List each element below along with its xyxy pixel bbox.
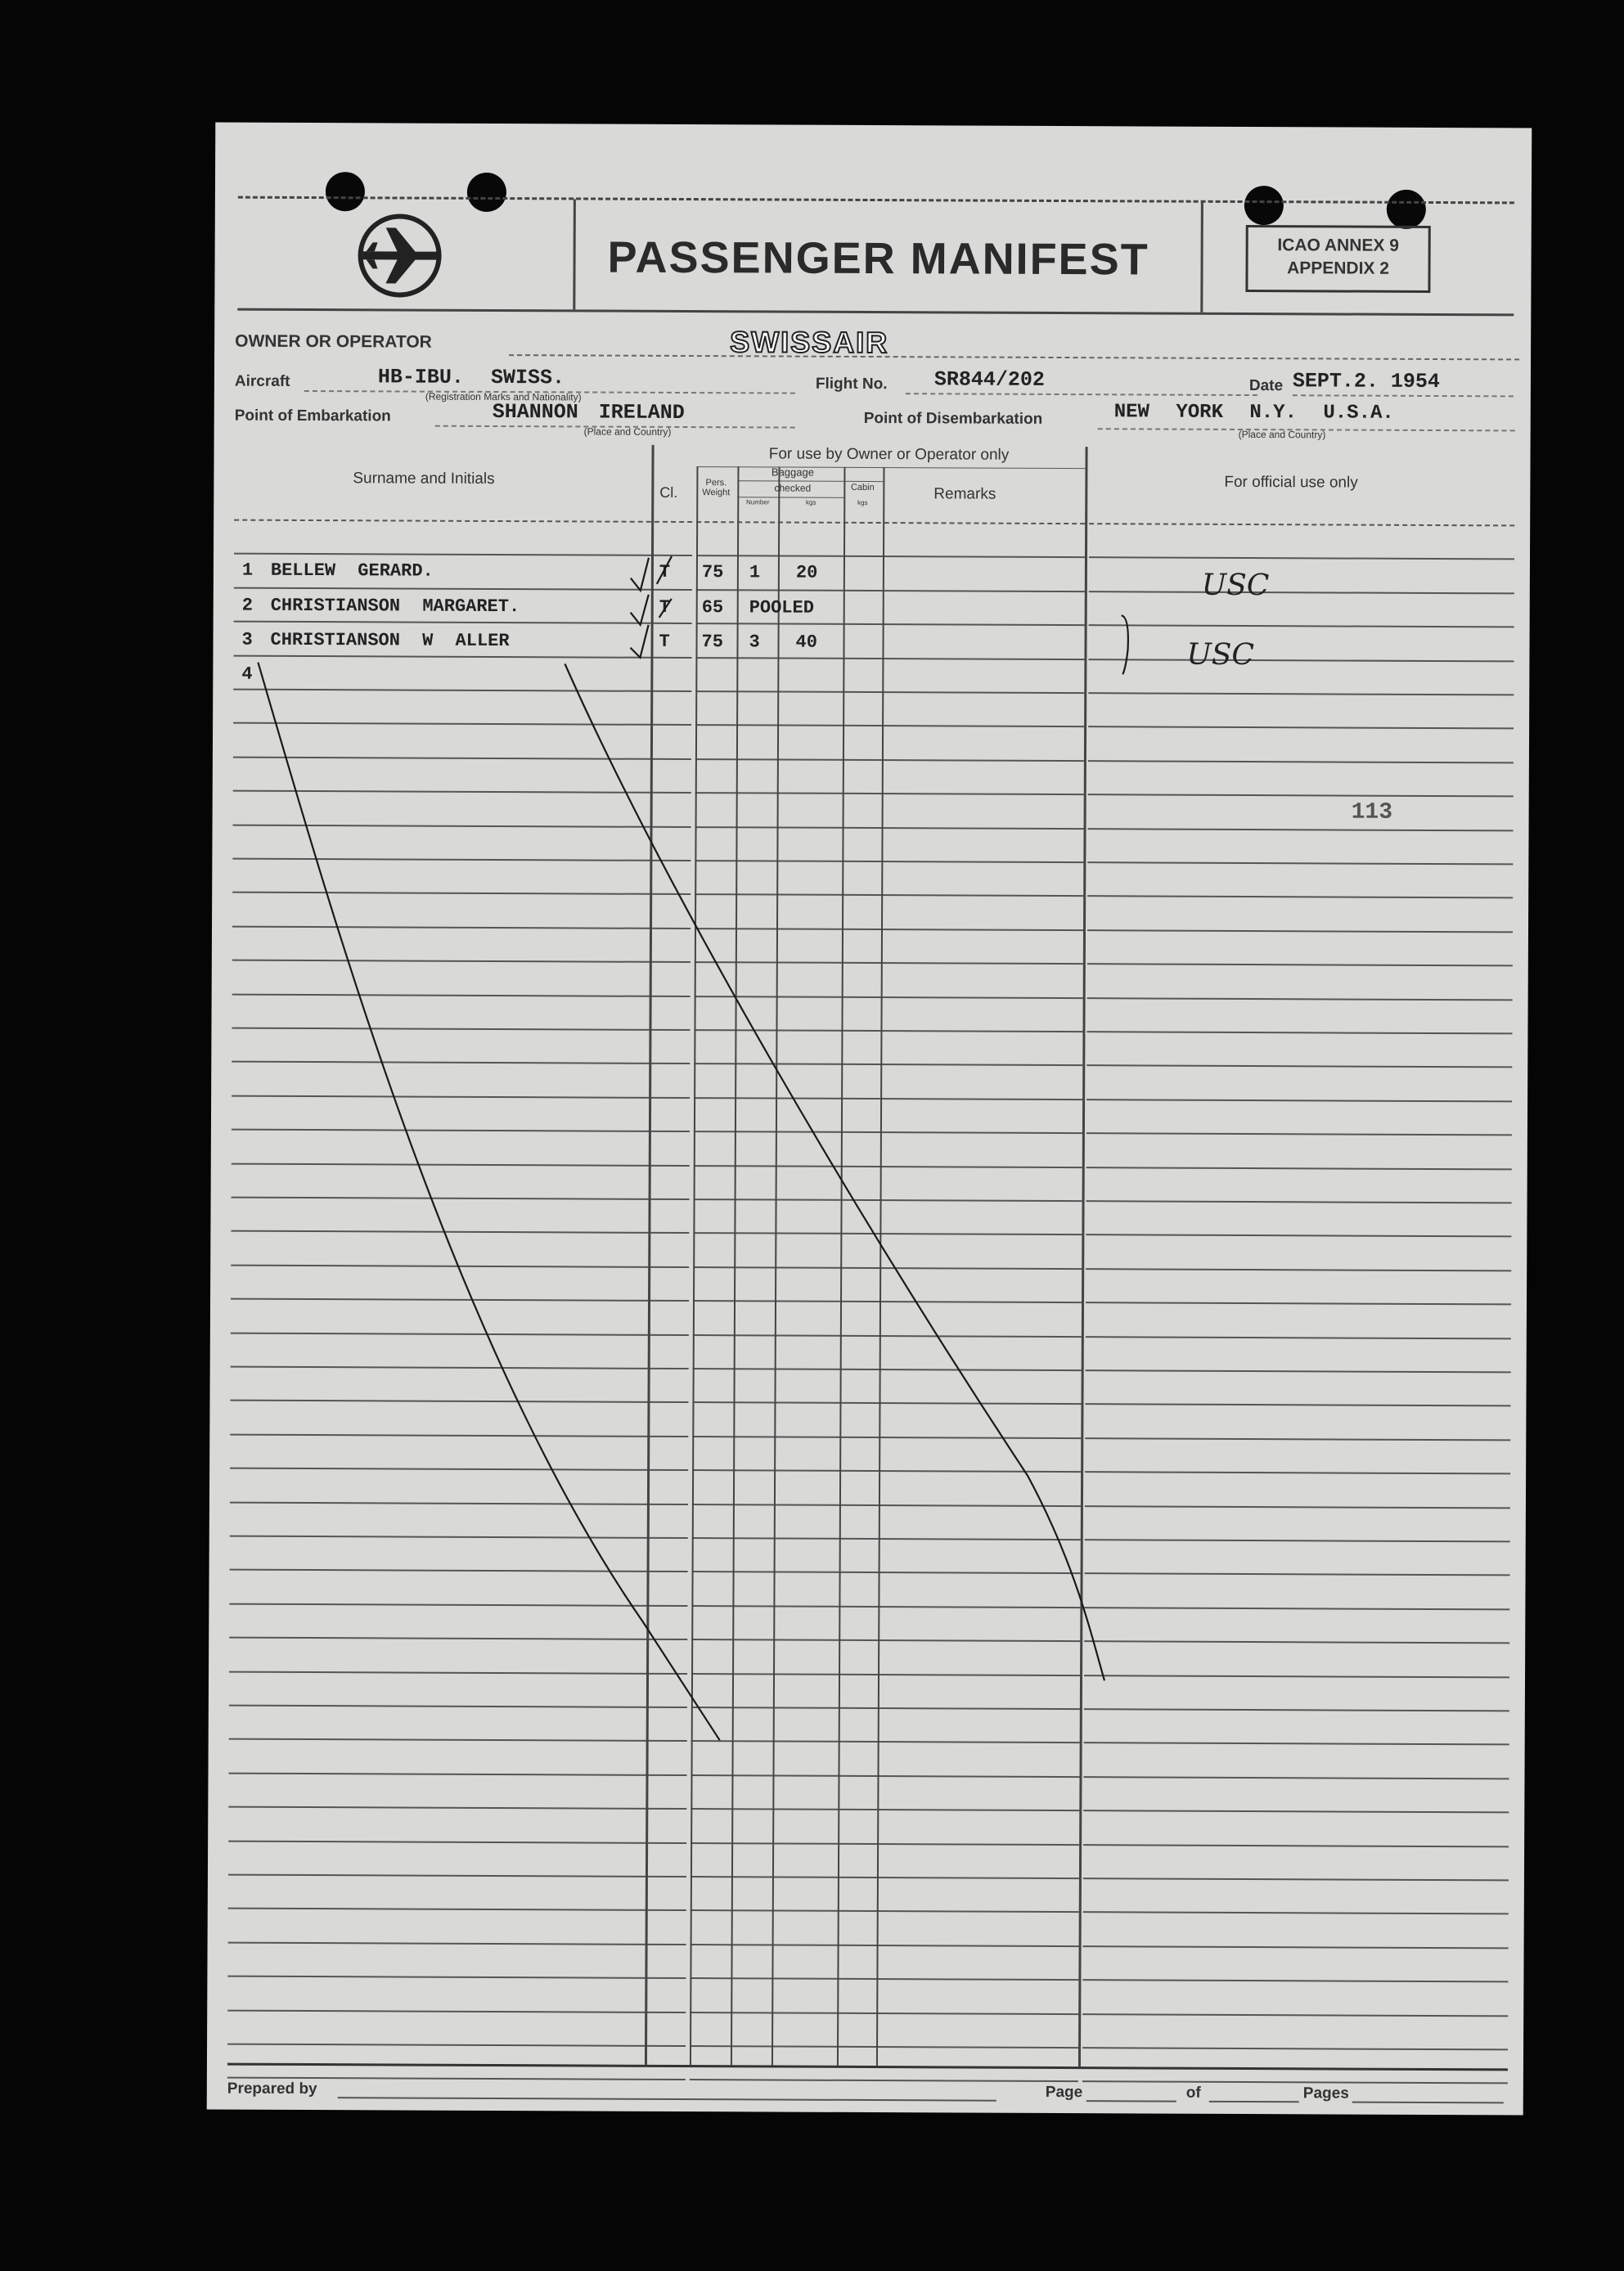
- icao-line-1: ICAO ANNEX 9: [1277, 236, 1400, 255]
- aircraft-caption: (Registration Marks and Nationality): [425, 390, 582, 403]
- disembarkation-value: NEW YORK N.Y. U.S.A.: [1113, 401, 1394, 425]
- date-value: SEPT.2. 1954: [1292, 369, 1441, 394]
- col-baggage-header: Baggage: [771, 465, 815, 479]
- passenger-name: BELLEW GERARD.: [270, 560, 434, 582]
- passenger-number: 4: [241, 663, 253, 685]
- col-kgs-header: kgs: [806, 498, 816, 506]
- passenger-number: 2: [241, 595, 253, 616]
- baggage-kgs: 20: [795, 562, 818, 583]
- aircraft-label: Aircraft: [234, 372, 290, 390]
- date-label: Date: [1248, 377, 1284, 395]
- col-owner-use-header: For use by Owner or Operator only: [768, 445, 1010, 464]
- official-mark-row3: USC: [1186, 637, 1255, 672]
- embarkation-value: SHANNON IRELAND: [492, 399, 685, 425]
- col-weight-header: Pers. Weight: [702, 478, 731, 498]
- passenger-class: T: [659, 561, 671, 582]
- baggage-count: 3: [749, 632, 760, 653]
- passenger-weight: 65: [701, 597, 724, 618]
- col-number-header: Number: [746, 498, 770, 506]
- passenger-name: CHRISTIANSON MARGARET.: [270, 595, 520, 618]
- col-cabin-header: Cabin: [850, 482, 875, 493]
- col-class-header: Cl.: [659, 483, 678, 501]
- official-mark-row1: USC: [1201, 568, 1270, 603]
- embarkation-caption: (Place and Country): [583, 425, 672, 438]
- pages-label: Pages: [1302, 2084, 1349, 2102]
- passenger-weight: 75: [701, 632, 724, 653]
- passenger-class: T: [659, 596, 670, 618]
- flight-value: SR844/202: [933, 367, 1046, 392]
- passenger-name: CHRISTIANSON W ALLER: [270, 629, 510, 652]
- page-number-note: 113: [1351, 799, 1393, 825]
- prepared-by-label: Prepared by: [227, 2080, 317, 2098]
- icao-line-2: APPENDIX 2: [1287, 259, 1390, 278]
- col-remarks-header: Remarks: [933, 485, 996, 503]
- operator-name: SWISSAIR: [730, 325, 889, 360]
- flight-label: Flight No.: [815, 375, 888, 393]
- baggage-kgs: 40: [795, 632, 818, 653]
- handwritten-strikethrough-lines: [207, 123, 1532, 2116]
- disembarkation-label: Point of Disembarkation: [863, 409, 1043, 428]
- passenger-number: 1: [241, 560, 254, 581]
- baggage-count: POOLED: [749, 597, 814, 618]
- col-surname-header: Surname and Initials: [353, 470, 495, 488]
- page-label: Page: [1045, 2083, 1083, 2102]
- form-title: PASSENGER MANIFEST: [607, 232, 1149, 285]
- owner-label: OWNER OR OPERATOR: [235, 331, 432, 352]
- passenger-number: 3: [241, 629, 253, 650]
- passenger-class: T: [659, 631, 670, 652]
- aircraft-value: HB-IBU. SWISS.: [377, 365, 565, 390]
- of-label: of: [1185, 2084, 1201, 2102]
- col-checked-header: checked: [774, 482, 812, 494]
- disembarkation-caption: (Place and Country): [1238, 428, 1326, 441]
- col-official-header: For official use only: [1224, 473, 1358, 492]
- baggage-count: 1: [749, 562, 761, 583]
- col-cabin-kgs-header: kgs: [857, 498, 868, 506]
- embarkation-label: Point of Embarkation: [234, 407, 391, 425]
- manifest-sheet: [207, 123, 1532, 2116]
- passenger-weight: 75: [701, 562, 724, 583]
